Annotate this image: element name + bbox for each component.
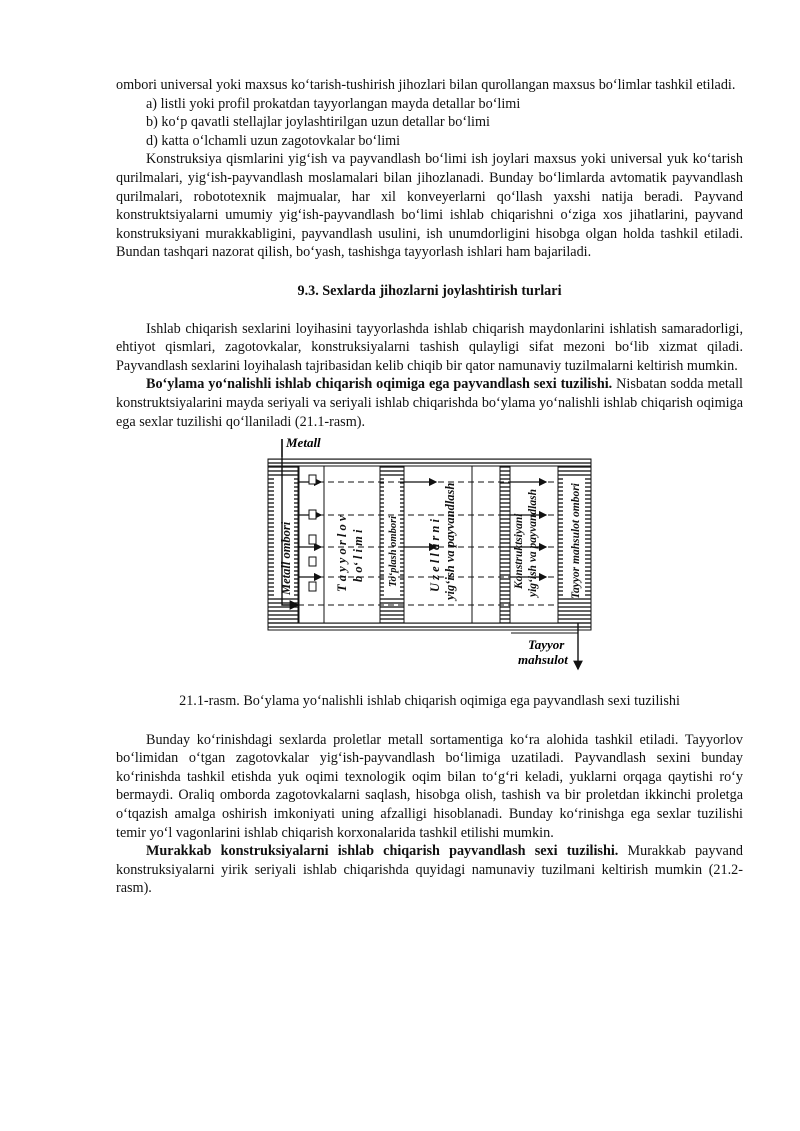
figure-bottom-label-2: mahsulot [518, 652, 568, 668]
paragraph-assembly-welding: Konstruksiya qismlarini yig‘ish va payvandlash bo‘limi ish joylari maxsus yoki universal yuk ko‘tarish qurilmalari, yig‘ish-payvandlash moslamalari bilan jihozlanadi. Bunday bo‘limlarda avtomatik payvandlash qurilmalari, robototexnik majmualar, har xil konveyerlarni qo‘llash yaxshi natija beradi. Payvand konstruktsiyalarni umumiy yig‘ish-payvandlash bo‘limi ishlab chiqarishni o‘ziga xos jihatlarini, payvand konstruksiyani murakkabligini, payvandlash usulini, ish unumdorligini hisobga olgan holda tashkil etiladi. Bundan tashqari nazorat qilish, bo‘yash, tashishga tayyorlash ishlari ham bajariladi. [116, 151, 743, 261]
zone-label-construction-2: yig‘ish va payvandlash [527, 489, 539, 598]
paragraph-complex-title: Murakkab konstruksiyalarni ishlab chiqarish payvandlash sexi tuzilishi. [146, 843, 619, 860]
list-item: b) ko‘p qavatli stellajlar joylashtirilgan uzun detallar bo‘limi [146, 114, 490, 131]
paragraph-complex [116, 842, 743, 898]
top-paragraph: ombori universal yoki maxsus ko‘tarish-tushirish jihozlari bilan qurollangan maxsus bo‘limlar tashkil etiladi. [116, 77, 736, 93]
section-heading: 9.3. Sexlarda jihozlarni joylashtirish turlari [297, 282, 562, 299]
paragraph-complex-text: Murakkab payvand konstruksiyalarni yirik seriyali ishlab chiqarishda quyidagi namunaviy tuzilmani keltirish mumkin (21.2-rasm). [116, 843, 744, 897]
zone-label-preparation-1: T a y y o r l o v [335, 515, 349, 593]
paragraph-longitudinal-text: Nisbatan sodda metall konstruktsiyalarini mayda seriyali va seriyali ishlab chiqarishda bo‘ylama yo‘nalishli ishlab chiqarish oqimiga ega sexlar tuzilishi qo‘llaniladi (21.1-rasm). [116, 376, 743, 430]
figure-caption: 21.1-rasm. Bo‘ylama yo‘nalishli ishlab chiqarish oqimiga ega payvandlash sexi tuzilishi [179, 693, 680, 710]
paragraph-description: Bunday ko‘rinishdagi sexlarda proletlar metall sortamentiga ko‘ra alohida tashkil etiladi. Tayyorlov bo‘limidan o‘tgan zagotovkalar yig‘ish-payvandlash bo‘limiga uzatiladi. Payvandlash sexini bunday ko‘rinishda tashkil etishda yuk oqimi texnologik oqim bilan to‘g‘ri keladi, yuklarni orqaga qaytishi ro‘y bermaydi. Oraliq omborda zagotovkalarni saqlash, hisobga olish, tashish va bir proletdan ikkinchi proletga o‘tqazish amalga oshirish imkoniyati uning afzalligi hisoblanadi. Bunday ko‘rinishga ega sexlar tuzilishi temir yo‘l vagonlarini ishlab chiqarish korxonalarida tashkil etilishi mumkin. [116, 731, 743, 841]
paragraph-longitudinal [116, 375, 743, 431]
zone-label-preparation-2: b o‘ l i m i [351, 529, 365, 583]
list-item: a) listli yoki profil prokatdan tayyorlangan mayda detallar bo‘limi [146, 95, 521, 112]
figure-21-1 [116, 437, 743, 673]
paragraph-intro: Ishlab chiqarish sexlarini loyihasini tayyorlashda ishlab chiqarish maydonlarini ishlatish samaradorligi, ehtiyot qismlari, zagotovkalar, konstruksiyalarni tashish qulayligi sifat mezoni bo‘lib xizmat qiladi. Payvandlash sexlarini loyihalash tajribasidan kelib chiqib bir qator namunaviy tuzilmalarni keltirish mumkin. [116, 320, 743, 374]
figure-top-label: Metall [286, 437, 321, 451]
zone-label-finished-store: Tayyor mahsulot ombori [570, 483, 582, 600]
document-page [116, 76, 743, 898]
paragraph-longitudinal-title: Bo‘ylama yo‘nalishli ishlab chiqarish oqimiga ega payvandlash sexi tuzilishi. [146, 376, 613, 393]
list-item: d) katta o‘lchamli uzun zagotovkalar bo‘limi [146, 132, 401, 149]
zone-label-metal-store: Metall ombori [279, 521, 293, 596]
figure-bottom-label-1: Tayyor [528, 637, 565, 653]
zone-label-construction-1: Konstruktsiyani [513, 513, 525, 590]
section-list [116, 95, 743, 151]
zone-label-buffer-store: To‘plash ombori [388, 516, 399, 588]
zone-label-nodes-1: U z e l l a r n i [428, 519, 442, 593]
workshop-layout-diagram [116, 437, 743, 673]
zone-label-nodes-2: yig‘ish va payvandlash [443, 482, 457, 601]
